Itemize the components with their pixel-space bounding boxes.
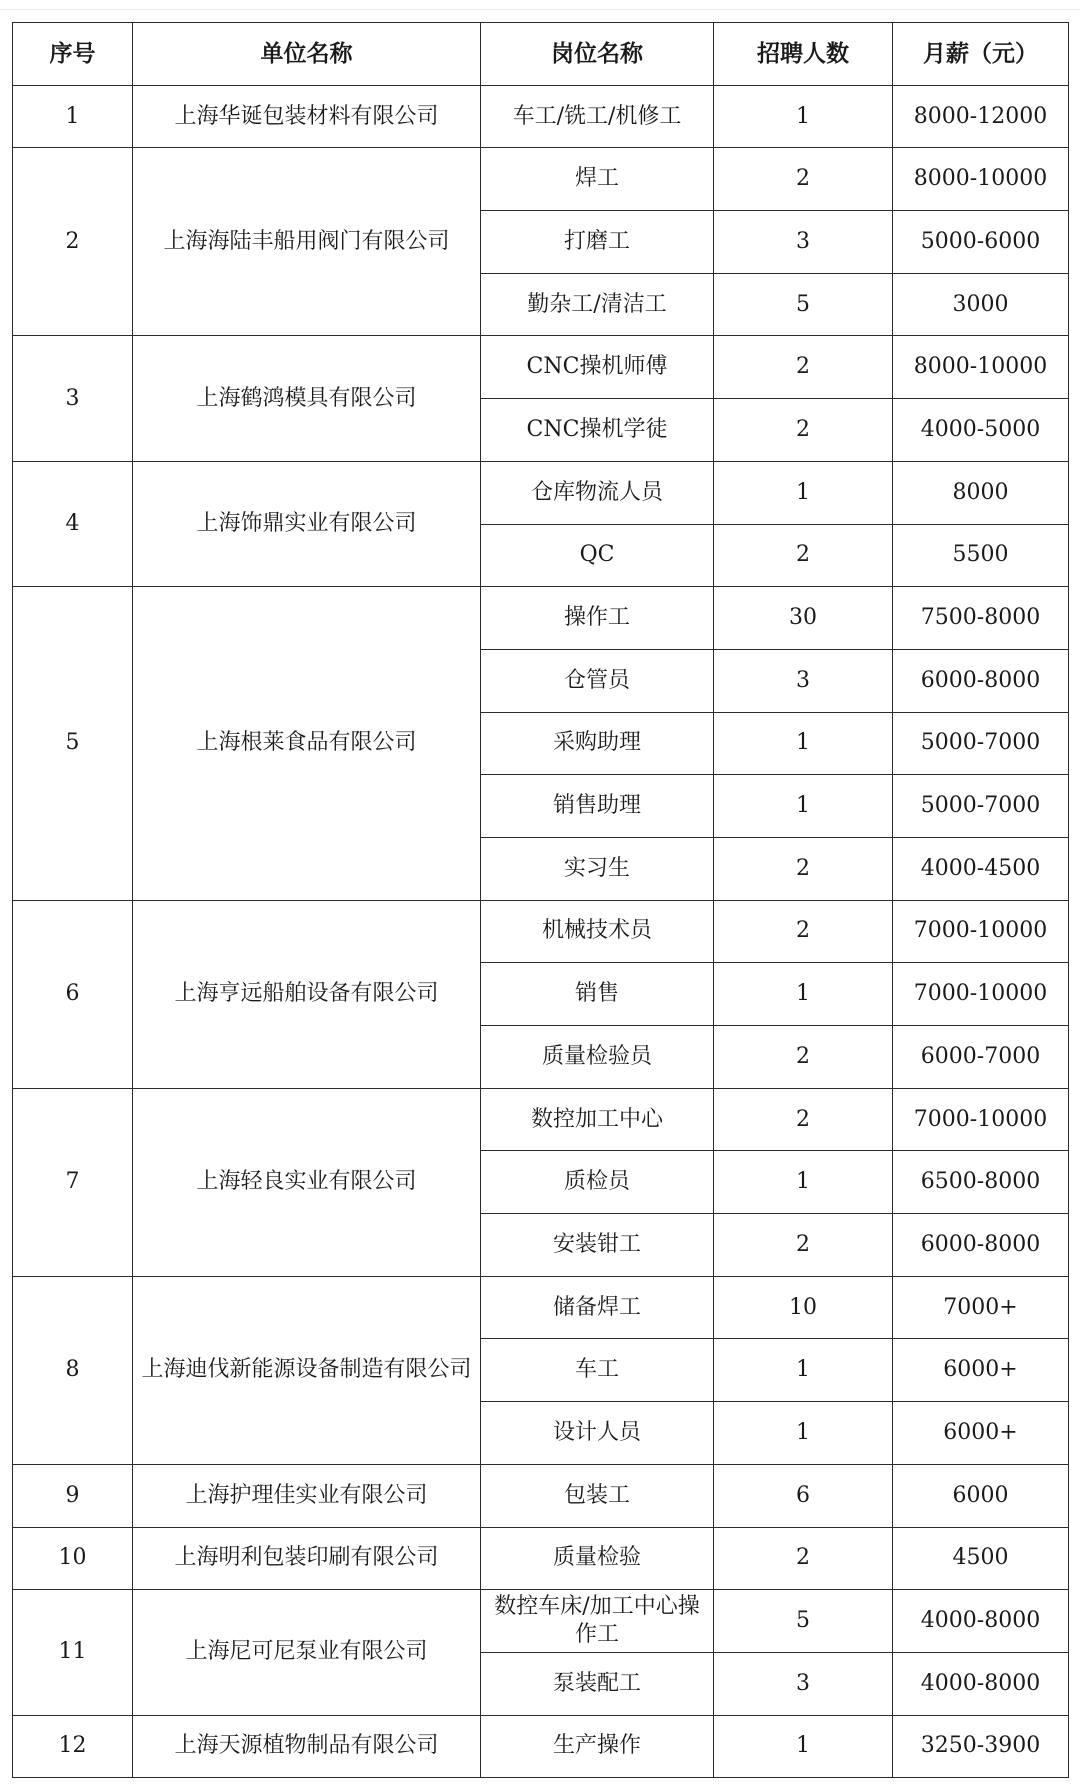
table-row <box>13 1088 1069 1151</box>
cell-position: 车工 <box>481 1339 714 1402</box>
cell-salary: 6000+ <box>893 1339 1069 1402</box>
cell-position: 包装工 <box>481 1464 714 1527</box>
cell-no: 1 <box>13 85 133 148</box>
cell-salary: 8000-10000 <box>893 148 1069 211</box>
cell-count: 1 <box>714 1339 893 1402</box>
header-salary: 月薪（元） <box>893 23 1069 86</box>
cell-salary: 8000 <box>893 461 1069 524</box>
cell-count: 3 <box>714 1652 893 1715</box>
cell-company: 上海迪伐新能源设备制造有限公司 <box>133 1276 481 1464</box>
header-count: 招聘人数 <box>714 23 893 86</box>
cell-position: 数控车床/加工中心操作工 <box>481 1590 714 1653</box>
cell-position: 泵装配工 <box>481 1652 714 1715</box>
header-position: 岗位名称 <box>481 23 714 86</box>
table-row <box>13 1527 1069 1590</box>
cell-position: 焊工 <box>481 148 714 211</box>
cell-company: 上海海陆丰船用阀门有限公司 <box>133 148 481 336</box>
cell-position: 销售助理 <box>481 775 714 838</box>
cell-no: 9 <box>13 1464 133 1527</box>
cell-no: 7 <box>13 1088 133 1276</box>
cell-position: 销售 <box>481 963 714 1026</box>
cell-salary: 4000-5000 <box>893 399 1069 462</box>
table-row <box>13 1276 1069 1339</box>
cell-no: 5 <box>13 587 133 900</box>
cell-position: 仓库物流人员 <box>481 461 714 524</box>
cell-count: 1 <box>714 85 893 148</box>
cell-salary: 5000-7000 <box>893 775 1069 838</box>
cell-position: 勤杂工/清洁工 <box>481 273 714 336</box>
cell-count: 10 <box>714 1276 893 1339</box>
cell-count: 5 <box>714 273 893 336</box>
cell-count: 1 <box>714 712 893 775</box>
table-body <box>13 85 1069 1778</box>
cell-count: 2 <box>714 148 893 211</box>
cell-no: 8 <box>13 1276 133 1464</box>
cell-position: 储备焊工 <box>481 1276 714 1339</box>
cell-count: 30 <box>714 587 893 650</box>
cell-count: 2 <box>714 524 893 587</box>
cell-position: 采购助理 <box>481 712 714 775</box>
cell-no: 6 <box>13 900 133 1088</box>
cell-count: 6 <box>714 1464 893 1527</box>
cell-no: 3 <box>13 336 133 461</box>
cell-salary: 6000 <box>893 1464 1069 1527</box>
cell-salary: 8000-12000 <box>893 85 1069 148</box>
table-row <box>13 587 1069 650</box>
cell-count: 1 <box>714 775 893 838</box>
cell-position: 生产操作 <box>481 1715 714 1778</box>
cell-count: 2 <box>714 1088 893 1151</box>
cell-salary: 7000-10000 <box>893 963 1069 1026</box>
cell-salary: 3000 <box>893 273 1069 336</box>
cell-position: CNC操机师傅 <box>481 336 714 399</box>
cell-company: 上海尼可尼泵业有限公司 <box>133 1590 481 1715</box>
cell-count: 1 <box>714 963 893 1026</box>
cell-salary: 6500-8000 <box>893 1151 1069 1214</box>
cell-count: 2 <box>714 1214 893 1277</box>
cell-salary: 7000-10000 <box>893 900 1069 963</box>
cell-position: 车工/铣工/机修工 <box>481 85 714 148</box>
cell-company: 上海轻良实业有限公司 <box>133 1088 481 1276</box>
header-no: 序号 <box>13 23 133 86</box>
recruitment-table <box>12 22 1069 1778</box>
cell-no: 11 <box>13 1590 133 1715</box>
cell-position: 数控加工中心 <box>481 1088 714 1151</box>
cell-count: 1 <box>714 1402 893 1465</box>
cell-company: 上海明利包装印刷有限公司 <box>133 1527 481 1590</box>
cell-position: 质量检验 <box>481 1527 714 1590</box>
cell-company: 上海饰鼎实业有限公司 <box>133 461 481 586</box>
cell-no: 2 <box>13 148 133 336</box>
cell-position: 实习生 <box>481 837 714 900</box>
table-row <box>13 900 1069 963</box>
cell-count: 2 <box>714 900 893 963</box>
cell-position: 操作工 <box>481 587 714 650</box>
cell-count: 1 <box>714 1715 893 1778</box>
cell-count: 5 <box>714 1590 893 1653</box>
cell-salary: 7000-10000 <box>893 1088 1069 1151</box>
cell-salary: 6000+ <box>893 1402 1069 1465</box>
cell-position: 机械技术员 <box>481 900 714 963</box>
cell-salary: 6000-8000 <box>893 649 1069 712</box>
cell-count: 2 <box>714 1026 893 1089</box>
cell-salary: 8000-10000 <box>893 336 1069 399</box>
cell-salary: 5500 <box>893 524 1069 587</box>
cell-company: 上海亨远船舶设备有限公司 <box>133 900 481 1088</box>
cell-count: 3 <box>714 649 893 712</box>
cell-company: 上海鹤鸿模具有限公司 <box>133 336 481 461</box>
cell-position: 仓管员 <box>481 649 714 712</box>
cell-count: 2 <box>714 1527 893 1590</box>
cell-company: 上海护理佳实业有限公司 <box>133 1464 481 1527</box>
cell-salary: 5000-7000 <box>893 712 1069 775</box>
cell-position: 质量检验员 <box>481 1026 714 1089</box>
cell-salary: 4500 <box>893 1527 1069 1590</box>
cell-count: 3 <box>714 211 893 274</box>
cell-position: 设计人员 <box>481 1402 714 1465</box>
header-company: 单位名称 <box>133 23 481 86</box>
table-row <box>13 148 1069 211</box>
cell-count: 1 <box>714 461 893 524</box>
table-row <box>13 336 1069 399</box>
table-row <box>13 1464 1069 1527</box>
cell-position: QC <box>481 524 714 587</box>
cell-salary: 6000-8000 <box>893 1214 1069 1277</box>
table-row <box>13 1715 1069 1778</box>
cell-salary: 7500-8000 <box>893 587 1069 650</box>
cell-salary: 4000-4500 <box>893 837 1069 900</box>
cell-salary: 7000+ <box>893 1276 1069 1339</box>
recruitment-table-container <box>12 22 1068 1778</box>
cell-no: 4 <box>13 461 133 586</box>
cell-salary: 3250-3900 <box>893 1715 1069 1778</box>
cell-count: 2 <box>714 336 893 399</box>
cell-company: 上海天源植物制品有限公司 <box>133 1715 481 1778</box>
cell-position: 安装钳工 <box>481 1214 714 1277</box>
cell-position: 质检员 <box>481 1151 714 1214</box>
cell-position: 打磨工 <box>481 211 714 274</box>
cell-count: 2 <box>714 399 893 462</box>
cell-salary: 4000-8000 <box>893 1590 1069 1653</box>
cell-company: 上海华诞包装材料有限公司 <box>133 85 481 148</box>
table-row <box>13 1590 1069 1653</box>
cell-count: 1 <box>714 1151 893 1214</box>
cell-no: 12 <box>13 1715 133 1778</box>
table-row <box>13 85 1069 148</box>
header-row <box>13 23 1069 86</box>
cell-count: 2 <box>714 837 893 900</box>
top-divider <box>0 9 1080 10</box>
table-row <box>13 461 1069 524</box>
cell-no: 10 <box>13 1527 133 1590</box>
cell-salary: 5000-6000 <box>893 211 1069 274</box>
cell-position: CNC操机学徒 <box>481 399 714 462</box>
cell-company: 上海根莱食品有限公司 <box>133 587 481 900</box>
cell-salary: 4000-8000 <box>893 1652 1069 1715</box>
cell-salary: 6000-7000 <box>893 1026 1069 1089</box>
